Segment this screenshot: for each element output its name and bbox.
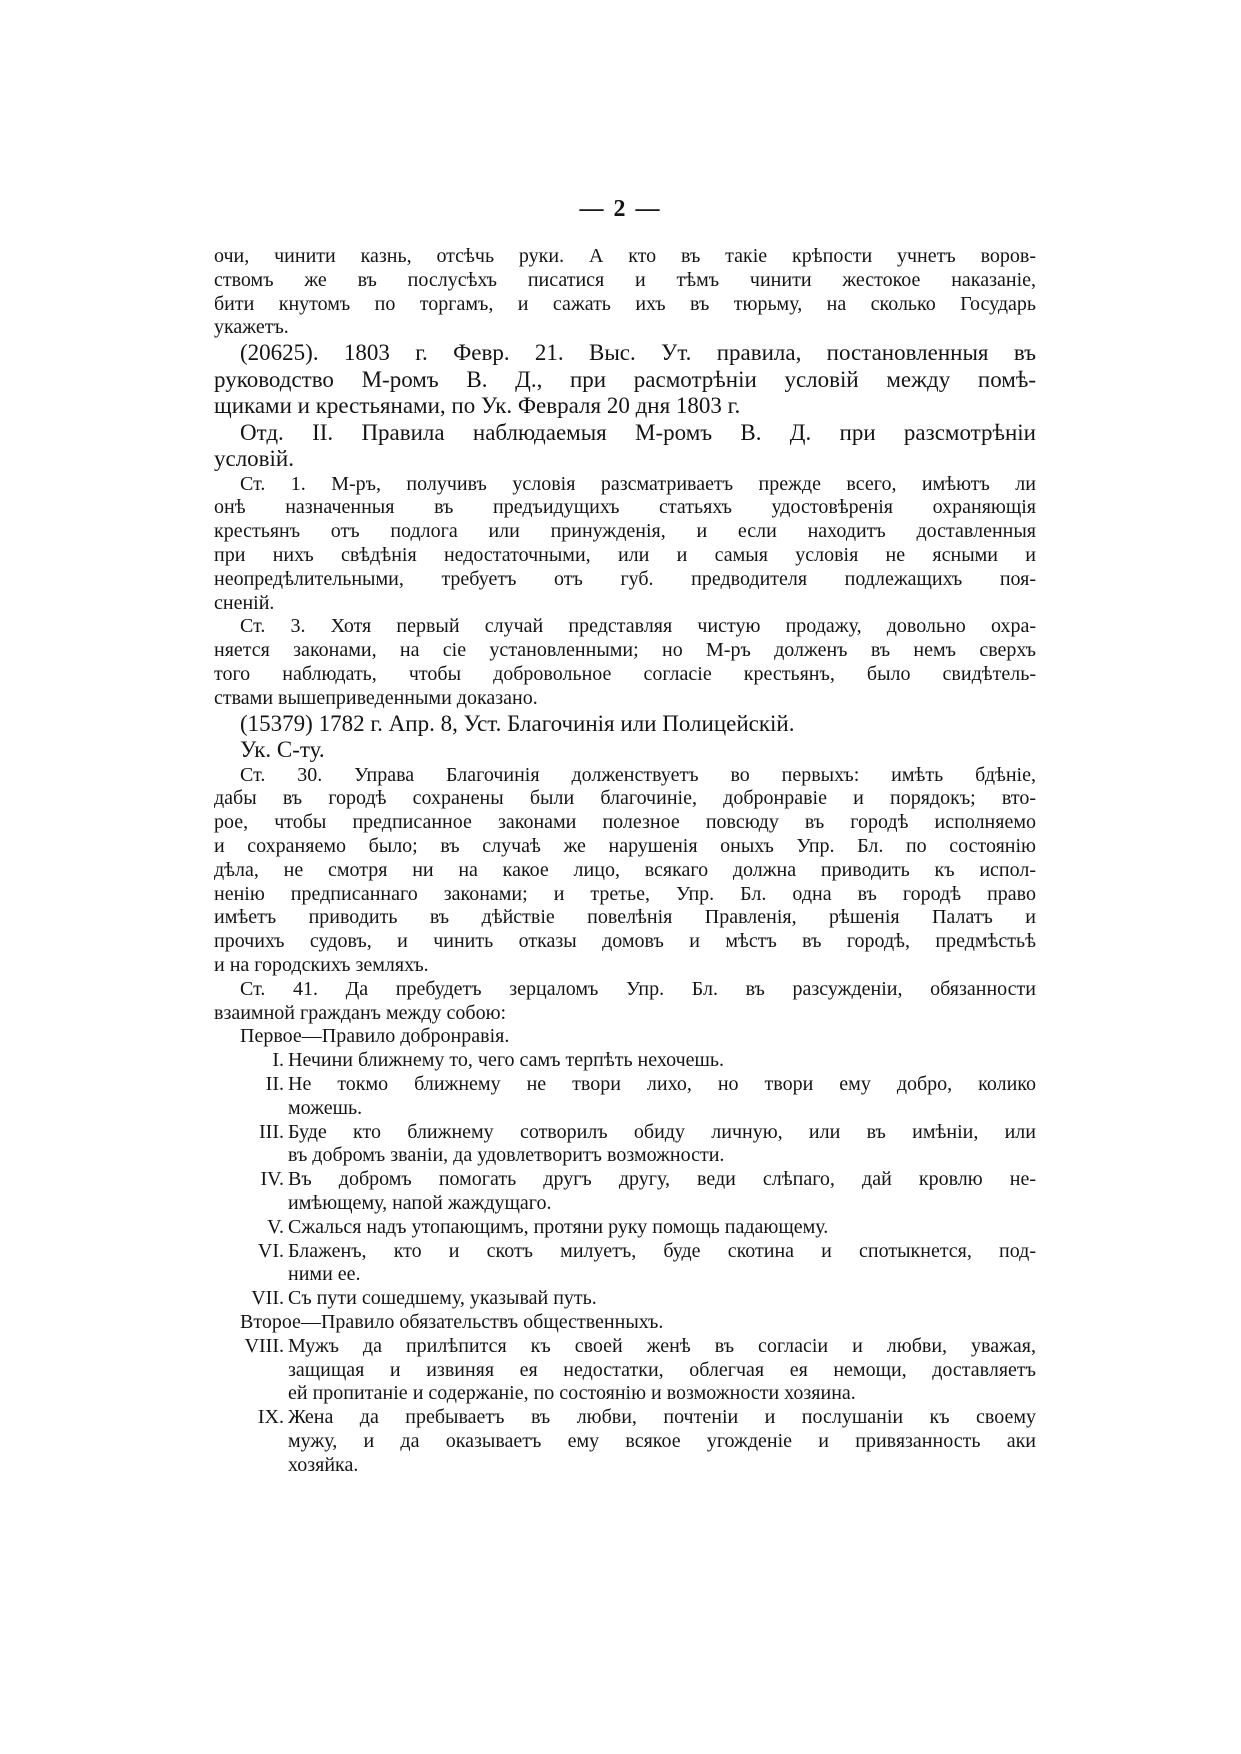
text-line: Ст. 41. Да пребудетъ зерцаломъ Упр. Бл. въ разсужденіи, обязанности <box>240 977 1036 1000</box>
text-line: прочихъ судовъ, и чинить отказы домовъ и мѣстъ въ городѣ, предмѣстьѣ <box>214 930 1036 953</box>
text-line: Второе—Правило обязательствъ общественныхъ. <box>240 1310 664 1333</box>
section-heading <box>214 737 1036 764</box>
numbered-rule <box>214 1121 1036 1169</box>
text-line: крестьянъ отъ подлога или принужденія, и если находитъ доставленныя <box>214 520 1036 543</box>
rule-numeral: IV. <box>260 1168 284 1191</box>
rule-text <box>288 1216 1036 1240</box>
text-line: при нихъ свѣдѣнія недостаточными, или и самыя условія не ясными и <box>214 544 1036 567</box>
page-body <box>214 245 1036 1478</box>
rule-numeral: V. <box>267 1215 284 1238</box>
text-line: защищая и извиняя ея недостатки, облегчая ея немощи, доставляетъ <box>288 1358 1036 1381</box>
text-line: условій. <box>214 446 294 472</box>
text-line: неопредѣлительными, требуетъ отъ губ. предводителя подлежащихъ поя- <box>214 567 1036 590</box>
text-line: руководство М-ромъ В. Д., при расмотрѣніи условій между помѣ- <box>214 366 1036 392</box>
rule-numeral: VIII. <box>244 1334 284 1357</box>
rule-text <box>288 1240 1036 1288</box>
numbered-rule <box>214 1073 1036 1121</box>
numbered-rule <box>214 1168 1036 1216</box>
text-line: Ст. 30. Управа Благочинія долженствуетъ во первыхъ: имѣть бдѣніе, <box>240 763 1036 786</box>
text-line: ей пропитаніе и содержаніе, по состоянію и возможности хозяина. <box>288 1382 856 1405</box>
text-line: и на городскихъ земляхъ. <box>214 954 429 977</box>
text-line: того наблюдать, чтобы добровольное согласіе крестьянъ, было свидѣтель- <box>214 663 1036 686</box>
rule-text <box>288 1406 1036 1477</box>
text-line: въ добромъ званіи, да удовлетворитъ возможности. <box>288 1144 725 1167</box>
text-line: няется законами, на сіе установленными; но М-ръ долженъ въ немъ сверхъ <box>214 639 1036 662</box>
text-line: (20625). 1803 г. Февр. 21. Выс. Ут. правила, постановленныя въ <box>240 340 1036 366</box>
text-line: укажетъ. <box>214 316 289 339</box>
section-heading <box>214 340 1036 420</box>
text-line: дѣла, не смотря ни на какое лицо, всякаго должна приводить къ испол- <box>214 858 1036 881</box>
rule-numeral: IX. <box>257 1406 284 1429</box>
text-line: сненій. <box>214 591 275 614</box>
text-line: Мужъ да прилѣпится къ своей женѣ въ согласіи и любви, уважая, <box>288 1334 1036 1357</box>
text-line: (15379) 1782 г. Апр. 8, Уст. Благочинія или Полицейскій. <box>240 710 795 736</box>
text-line: Буде кто ближнему сотворилъ обиду личную, или въ имѣніи, или <box>288 1120 1036 1143</box>
text-line: имѣющему, напой жаждущаго. <box>288 1192 552 1214</box>
section-heading <box>214 711 1036 738</box>
text-line: Ст. 1. М-ръ, получивъ условія разсматриваетъ прежде всего, имѣютъ ли <box>240 472 1036 495</box>
text-line: можешь. <box>288 1096 363 1119</box>
text-line: Ук. С-ту. <box>240 737 325 763</box>
text-line: ствами вышеприведенными доказано. <box>214 686 538 709</box>
text-line: Отд. II. Правила наблюдаемыя М-ромъ В. Д. при разсмотрѣніи <box>240 419 1036 445</box>
text-line: Нечини ближнему то, чего самъ терпѣть нехочешь. <box>288 1049 725 1072</box>
text-line: бити кнутомъ по торгамъ, и сажать ихъ въ тюрьму, на сколько Государь <box>214 292 1036 315</box>
text-line: Первое—Правило добронравія. <box>240 1025 510 1048</box>
numbered-rule <box>214 1240 1036 1288</box>
page-number: — 2 — <box>579 196 662 222</box>
text-line: онѣ назначенныя въ предъидущихъ статьяхъ удостовѣренія охраняющія <box>214 496 1036 519</box>
rule-text <box>288 1335 1036 1406</box>
text-line: Съ пути сошедшему, указывай путь. <box>288 1287 597 1310</box>
paragraph <box>214 245 1036 340</box>
text-line: Жена да пребываетъ въ любви, почтеніи и послушаніи къ своему <box>288 1406 1036 1429</box>
text-line: ствомъ же въ послусѣхъ писатися и тѣмъ чинити жестокое наказаніе, <box>214 268 1036 291</box>
text-line: дабы въ городѣ сохранены были благочиніе, добронравіе и порядокъ; вто- <box>214 787 1036 810</box>
text-line: хозяйка. <box>288 1453 359 1476</box>
rule-text <box>288 1121 1036 1169</box>
text-line: очи, чинити казнь, отсѣчь руки. А кто въ такіе крѣпости учнетъ воров- <box>214 245 1036 267</box>
rule-text <box>288 1287 1036 1311</box>
paragraph <box>214 615 1036 710</box>
numbered-rule <box>214 1335 1036 1406</box>
text-line: и сохраняемо было; въ случаѣ же нарушенія оныхъ Упр. Бл. по состоянію <box>214 835 1036 858</box>
paragraph <box>214 764 1036 978</box>
paragraph <box>214 1311 1036 1335</box>
text-line: Ст. 3. Хотя первый случай представляя чистую продажу, довольно охра- <box>240 615 1036 638</box>
text-line: Въ добромъ помогать другъ другу, веди слѣпаго, дай кровлю не- <box>288 1168 1036 1191</box>
numbered-rule <box>214 1049 1036 1073</box>
text-line: рое, чтобы предписанное законами полезное повсюду въ городѣ исполняемо <box>214 811 1036 834</box>
numbered-rule <box>214 1406 1036 1477</box>
rule-numeral: III. <box>259 1120 284 1143</box>
text-line: щиками и крестьянами, по Ук. Февраля 20 дня 1803 г. <box>214 393 741 419</box>
paragraph <box>214 978 1036 1026</box>
rule-numeral: I. <box>272 1049 284 1072</box>
rule-text <box>288 1049 1036 1073</box>
text-line: имѣетъ приводить въ дѣйствіе повелѣнія Правленія, рѣшенія Палатъ и <box>214 906 1036 929</box>
rule-numeral: II. <box>265 1073 284 1096</box>
section-heading <box>214 420 1036 473</box>
paragraph <box>214 473 1036 616</box>
text-line: ними ее. <box>288 1263 361 1286</box>
text-line: ненію предписаннаго законами; и третье, Упр. Бл. одна въ городѣ право <box>214 882 1036 905</box>
text-line: Блаженъ, кто и скотъ милуетъ, буде скотина и спотыкнется, под- <box>288 1239 1036 1262</box>
rule-numeral: VI. <box>257 1239 284 1262</box>
text-line: взаимной гражданъ между собою: <box>214 1001 507 1024</box>
rule-numeral: VII. <box>251 1287 284 1310</box>
text-line: Сжалься надъ утопающимъ, протяни руку помощь падающему. <box>288 1215 829 1238</box>
text-line: Не токмо ближнему не твори лихо, но твори ему добро, колико <box>288 1073 1036 1096</box>
numbered-rule <box>214 1216 1036 1240</box>
numbered-rule <box>214 1287 1036 1311</box>
rule-text <box>288 1073 1036 1121</box>
rule-text <box>288 1168 1036 1216</box>
paragraph <box>214 1025 1036 1049</box>
text-line: мужу, и да оказываетъ ему всякое угожденіе и привязанность аки <box>288 1429 1036 1452</box>
